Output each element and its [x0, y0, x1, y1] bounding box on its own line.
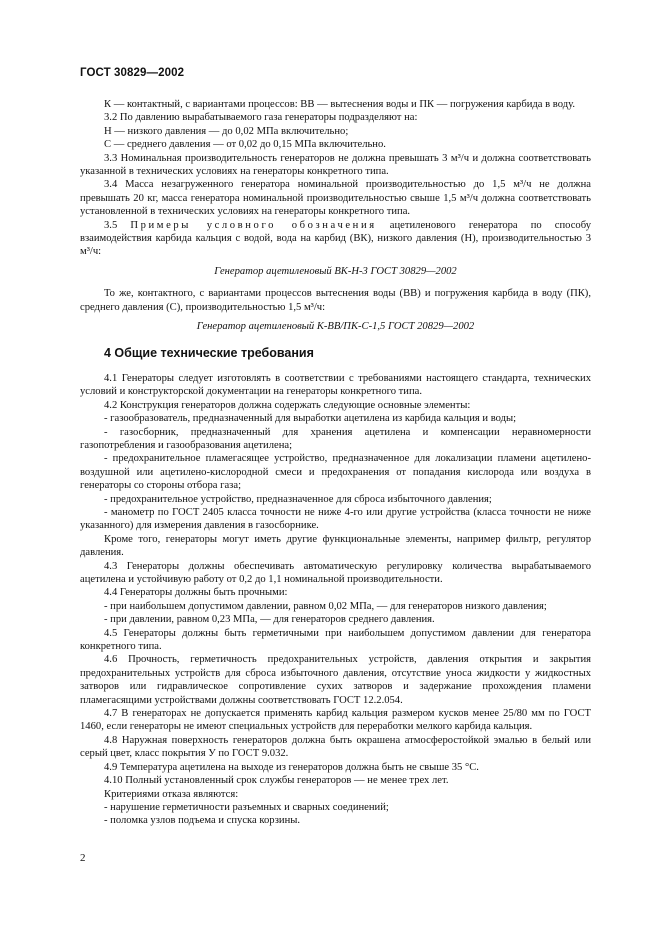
running-header: ГОСТ 30829—2002 — [80, 67, 185, 79]
designation-example-1: Генератор ацетиленовый ВК-Н-3 ГОСТ 30829—2002 — [214, 265, 457, 277]
paragraph-4-1: 4.1 Генераторы следует изготовлять в соответствии с требованиями настоящего стандарта, технических условий и конструкторской документации на генераторы конкретного типа. — [80, 372, 591, 398]
list-item-relief-device: - предохранительное устройство, предназначенное для сброса избыточного давления; — [104, 493, 492, 505]
paragraph-4-5: 4.5 Генераторы должны быть герметичными при наибольшем допустимом давлении для генератора конкретного типа. — [80, 627, 591, 653]
designation-example-2: Генератор ацетиленовый К-ВВ/ПК-С-1,5 ГОСТ 20829—2002 — [196, 321, 475, 333]
list-item-max-pressure: - при наибольшем допустимом давлении, равном 0,02 МПа, — для генераторов низкого давления; — [104, 600, 547, 612]
list-item-flame-arrester: - предохранительное пламегасящее устройство, предназначенное для локализации пламени ацетилено-воздушной или ацетилено-кислородной смеси и предохранения от попадания кислорода или воздуха в генераторы со стороны отбора газа; — [80, 453, 591, 492]
section-4-heading: 4 Общие технические требования — [104, 345, 314, 360]
page-body — [80, 98, 591, 828]
paragraph-4-9: 4.9 Температура ацетилена на выходе из генераторов должна быть не свыше 35 °С. — [104, 761, 479, 773]
list-item-pressure-023: - при давлении, равном 0,23 МПа, — для генераторов среднего давления. — [104, 614, 435, 626]
list-item-basket-criterion: - поломка узлов подъема и спуска корзины. — [104, 815, 300, 827]
paragraph-4-10: 4.10 Полный установленный срок службы генераторов — не менее трех лет. — [104, 775, 449, 787]
paragraph-4-7: 4.7 В генераторах не допускается применять карбид кальция размером кусков менее 25/80 мм по ГОСТ 1460, если генераторы не имеют специальных устройств для переработки мелкого карбида кальция. — [80, 708, 591, 733]
list-item-medium-pressure: С — среднего давления — от 0,02 до 0,15 МПа включительно. — [104, 139, 386, 151]
list-item-gas-holder: - газосборник, предназначенный для хранения ацетилена и компенсации неравномерности газопотребления и газообразования ацетилена; — [80, 426, 591, 451]
paragraph-k-contact: К — контактный, с вариантами процессов: ВВ — вытеснения воды и ПК — погружения карбида в воду. — [104, 99, 575, 110]
paragraph-4-2: 4.2 Конструкция генераторов должна содержать следующие основные элементы: — [104, 399, 471, 411]
paragraph-same-contact: То же, контактного, с вариантами процессов вытеснения воды (ВВ) и погружения карбида в воду (ПК), среднего давления (С), производительностью 1,5 м³/ч: — [80, 288, 591, 313]
paragraph-3-2: 3.2 По давлению вырабатываемого газа генераторы подразделяют на: — [104, 112, 418, 124]
page-number: 2 — [80, 852, 86, 864]
paragraph-other-elements: Кроме того, генераторы могут иметь другие функциональные элементы, например фильтр, регулятор давления. — [80, 533, 591, 559]
paragraph-3-5-spaced-heading: Примеры условного обозначения — [130, 219, 377, 231]
list-item-gas-generator: - газообразователь, предназначенный для выработки ацетилена из карбида кальция и воды; — [104, 413, 517, 425]
list-item-manometer: - манометр по ГОСТ 2405 класса точности не ниже 4-го или другие устройства (класса точности не ниже указанного) для измерения давления в газосборнике. — [80, 506, 591, 532]
paragraph-4-4: 4.4 Генераторы должны быть прочными: — [104, 587, 288, 599]
list-item-low-pressure: Н — низкого давления — до 0,02 МПа включительно; — [104, 125, 349, 137]
paragraph-4-6: 4.6 Прочность, герметичность предохранительных устройств, давления открытия и закрытия предохранительных устройств для сброса избыточного давления, отсутствие уноса жидкости у жидкостных затворов или гидравлическое сопротивление сухих затворов и задержание прохождения пламени пламегасящими устройствами должны соответствовать ГОСТ 12.2.054. — [80, 654, 591, 706]
paragraph-4-3: 4.3 Генераторы должны обеспечивать автоматическую регулировку количества вырабатываемого ацетилена и устойчивую работу от 0,2 до 1,1 номинальной производительности. — [80, 560, 591, 585]
paragraph-4-8: 4.8 Наружная поверхность генераторов должна быть окрашена атмосферостойкой эмалью в белый или серый цвет, класс покрытия У по ГОСТ 9.032. — [80, 734, 591, 760]
paragraph-3-4: 3.4 Масса незагруженного генератора номинальной производительностью до 1,5 м³/ч не должна превышать 20 кг, масса генератора номинальной производительностью свыше 1,5 м³/ч должна соответствовать установленной в технических условиях на генераторы конкретного типа. — [80, 179, 591, 218]
paragraph-3-3: 3.3 Номинальная производительность генераторов не должна превышать 3 м³/ч и должна соответствовать указанной в технических условиях на генераторы конкретного типа. — [80, 152, 591, 178]
paragraph-3-5 — [80, 219, 591, 259]
paragraph-3-5-text: ацетиленового генератора по способу взаимодействия карбида кальция с водой, вода на карбид (ВК), низкого давления (Н), производительностью 3 м³/ч: — [80, 219, 591, 258]
paragraph-3-5-number: 3.5 — [104, 219, 118, 231]
paragraph-failure-criteria: Критериями отказа являются: — [104, 788, 239, 800]
list-item-leak-criterion: - нарушение герметичности разъемных и сварных соединений; — [104, 801, 389, 813]
